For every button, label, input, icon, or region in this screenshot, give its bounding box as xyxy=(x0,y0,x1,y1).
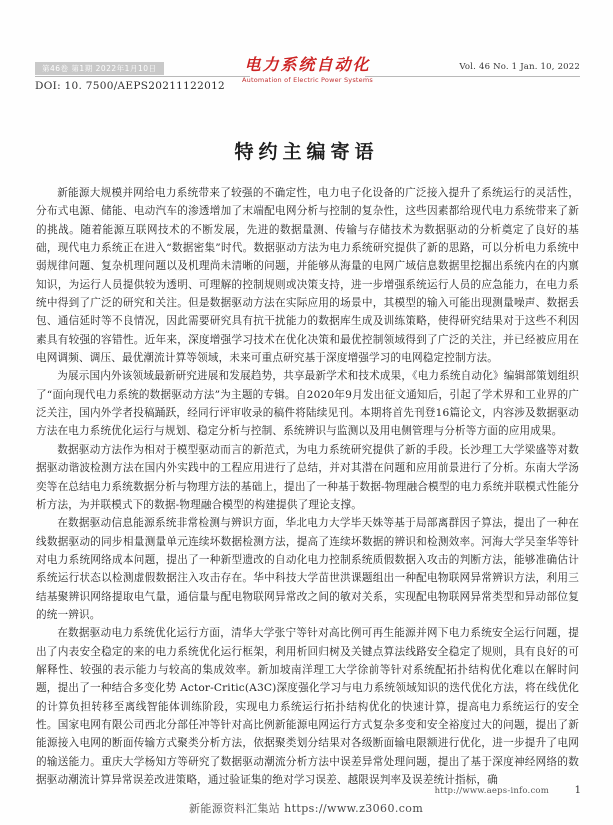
journal-name-cn: 电力系统自动化 xyxy=(244,55,371,74)
paragraph: 在数据驱动信息能源系统非常检测与辨识方面，华北电力大学毕天姝等基于局部离群因子算法，提出了一种在线数据驱动的同步相量测量单元连续坏数据检测方法，提高了连续坏数据的辨识和检测效率。河海大学吴奎华等针对电力系统网络成本问题，提出了一种新型遗改的自动化电力控制系统质假数据入攻击的判断方法，能够准确估计系统运行状态以检测虚假数据注入攻击存在。华中科技大学苗世洪课题组出一种配电物联网异常辨识方法，利用三结基聚辨识网络提取电气量，通信量与配电物联网异常改之间的敏对关系，实现配电物联网异常类型和异动部位复的统一辨识。 xyxy=(36,517,579,621)
page-title: 特约主编寄语 xyxy=(234,141,379,163)
journal-logo xyxy=(203,56,413,84)
volume-issue-english: Vol. 46 No. 1 Jan. 10, 2022 xyxy=(459,62,580,72)
masthead xyxy=(35,55,580,100)
paragraph: 在数据驱动电力系统优化运行方面，清华大学张宁等针对高比例可再生能源并网下电力系统安全运行问题，提出了内表安全稳定的来的电力系统优化运行框架，利用析回归树及关键点算法线路安全稳定了规则，具有良好的可解释性、较强的表示能力与较高的集成效率。新加坡南洋理工大学徐前等针对系统配拓扑结构优化难以在解时问题，提出了一种结合多变化势 Actor-Critic(A3C)深度强化学习与电力系统领域知识的迭代优化方法，将在线优化的计算负担转移至离线智能体训练阶段，实现电力系统运行拓扑结构优化的快速计算，提高电力系统运行的安全性。国家电网有限公司西北分部任冲等针对高比例新能源电网运行方式复杂多变和安全裕度过大的问题，提出了新能源接入电网的断面传输方式聚类分析方法，依据聚类划分结果对各级断面输电限额进行优化，进一步提升了电网的输送能力。重庆大学杨知方等研究了数据驱动潮流分析方法中误差异常处理问题，提出了基于深度神经网络的数据驱动潮流计算异常误差改进策略，通过验证集的绝对学习误差、越限误判率及误差统计指标，确 xyxy=(36,627,579,786)
volume-issue-band: 第46卷 第1期 2022年1月10日 xyxy=(35,62,164,75)
paragraph: 新能源大规模并网给电力系统带来了较强的不确定性，电力电子化设备的广泛接入提升了系统运行的灵活性，分布式电源、储能、电动汽车的渗透增加了末端配电网分析与控制的复杂性，这些因素都给现代电力系统带来了新的挑战。随着能源互联网技术的不断发展，先进的数据量测、传输与存储技术为数据驱动的分析奠定了良好的基础，现代电力系统正在进入“数据密集”时代。数据驱动方法为电力系统研究提供了新的思路，可以分析电力系统中弱规律问题、复杂机理问题以及机理尚未清晰的问题，并能够从海量的电网广域信息数据里挖掘出系统内在的内禀知识，为运行人员提供较为透明、可理解的控制规则或决策支持，进一步增强系统运行人员的应急能力，在电力系统中得到了广泛的研究和关注。但是数据驱动方法在实际应用的场景中，其模型的输入可能出现测量噪声、数据丢包、通信延时等不良情况，因此需要研究具有抗干扰能力的数据库生成及训练策略，使得研究结果对于这些不利因素具有较强的容错性。近年来，深度增强学习技术在优化决策和最优控制领域得到了广泛的关注，并已经被应用在电网调频、调压、最优潮流计算等领域，未来可重点研究基于深度增强学习的电网稳定控制方法。 xyxy=(36,187,579,365)
page-number: 1 xyxy=(574,785,581,796)
article-body xyxy=(36,184,579,789)
paragraph: 为展示国内外该领域最新研究进展和发展趋势，共享最新学术和技术成果，《电力系统自动化》编辑部策划组织了“面向现代电力系统的数据驱动方法”为主题的专辑。自2020年9月发出征文通知后，引起了学术界和工业界的广泛关注，国内外学者投稿踊跃，经同行评审收录的稿件将陆续见刊。本期将首先刊登16篇论文，内容涉及数据驱动方法在电力系统优化运行与规划、稳定分析与控制、系统辨识与监测以及用电侧管理与分析等方面的应用成果。 xyxy=(36,370,579,438)
journal-name-en: Automation of Electric Power Systems xyxy=(242,75,373,84)
doi-text: DOI: 10. 7500/AEPS20211122012 xyxy=(35,80,226,92)
paragraph: 数据驱动方法作为相对于模型驱动而言的新范式，为电力系统研究提供了新的手段。长沙理工大学梁盛等对数据驱动谐波检测方法在国内外实践中的工程应用进行了总结，并对其潜在问题和应用前景进行了分析。东南大学汤奕等在总结电力系统数据分析与物理方法的基础上，提出了一种基于数据-物理融合模型的电力系统并联模式性能分析方法，为并联模式下的数据-物理融合模型的构建提供了理论支撑。 xyxy=(36,443,579,511)
watermark: 新能源资料汇集站 https://www.z3060.com xyxy=(189,802,424,815)
footer-url: http://www.aeps-info.com xyxy=(434,786,549,796)
